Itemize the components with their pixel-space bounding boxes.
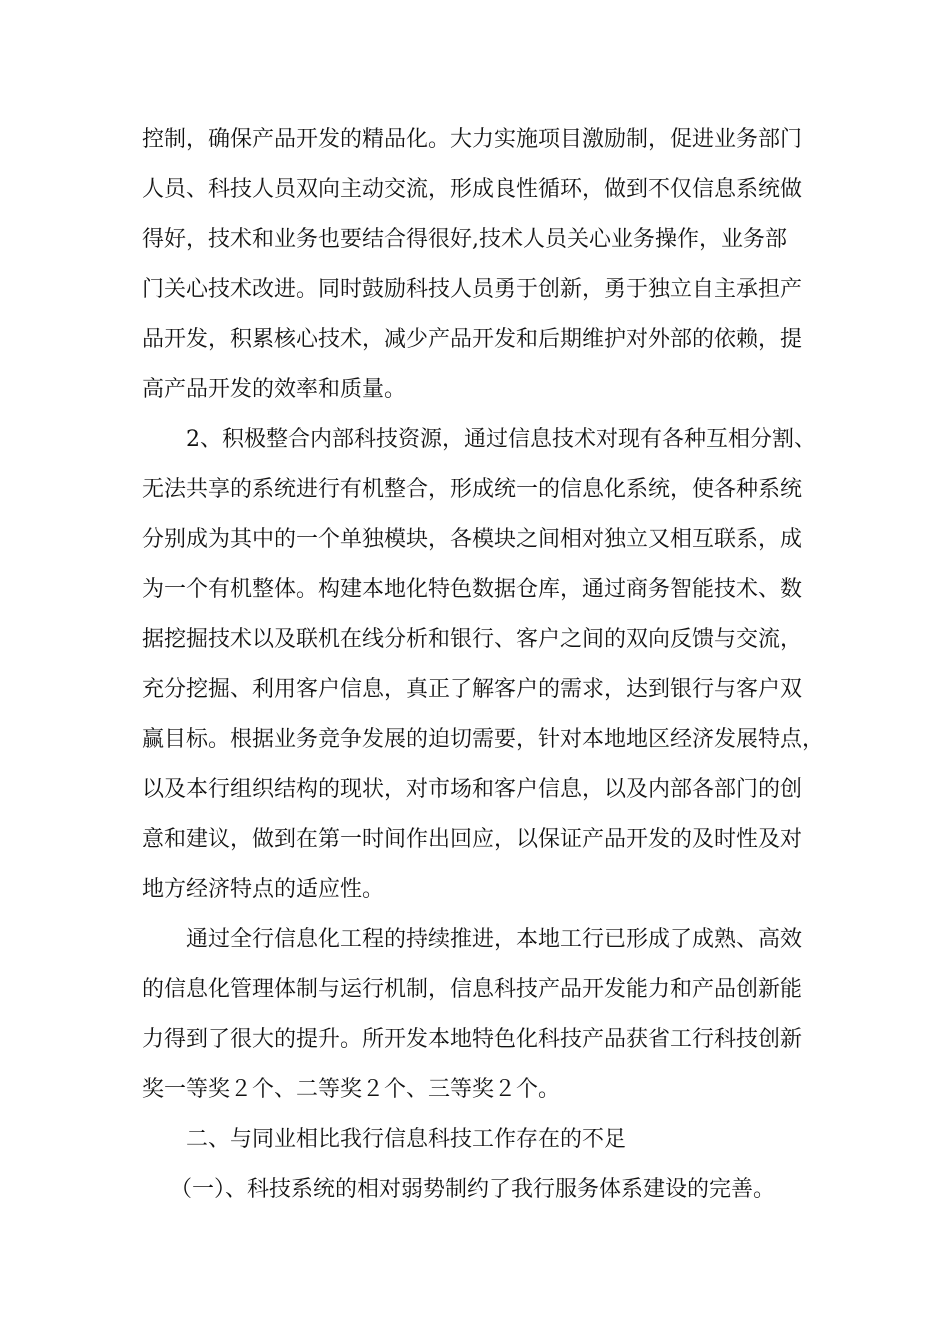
- text-line-13: 赢目标。根据业务竞争发展的迫切需要，针对本地地区经济发展特点，: [142, 727, 825, 752]
- text-line-19: 力得到了很大的提升。所开发本地特色化科技产品获省工行科技创新: [142, 1027, 803, 1052]
- subsection-heading: （一）、科技系统的相对弱势制约了我行服务体系建设的完善。: [170, 1177, 776, 1202]
- text-line-10: 为一个有机整体。构建本地化特色数据仓库，通过商务智能技术、数: [142, 577, 803, 602]
- section-heading: 二、与同业相比我行信息科技工作存在的不足: [186, 1127, 627, 1152]
- text-line-17: 通过全行信息化工程的持续推进，本地工行已形成了成熟、高效: [186, 927, 803, 952]
- text-line-6: 高产品开发的效率和质量。: [142, 377, 407, 402]
- text-line-7: 2、积极整合内部科技资源，通过信息技术对现有各种互相分割、: [186, 427, 816, 452]
- text-line-2: 人员、科技人员双向主动交流，形成良性循环，做到不仅信息系统做: [142, 177, 803, 202]
- text-line-15: 意和建议，做到在第一时间作出回应，以保证产品开发的及时性及对: [142, 827, 803, 852]
- text-line-4: 门关心技术改进。同时鼓励科技人员勇于创新，勇于独立自主承担产: [142, 277, 803, 302]
- text-line-1: 控制，确保产品开发的精品化。大力实施项目激励制，促进业务部门: [142, 127, 803, 152]
- text-line-11: 据挖掘技术以及联机在线分析和银行、客户之间的双向反馈与交流，: [142, 627, 803, 652]
- text-line-5: 品开发，积累核心技术，减少产品开发和后期维护对外部的依赖，提: [142, 327, 803, 352]
- text-line-16: 地方经济特点的适应性。: [142, 877, 385, 902]
- text-line-12: 充分挖掘、利用客户信息，真正了解客户的需求，达到银行与客户双: [142, 677, 803, 702]
- text-line-20: 奖一等奖２个、二等奖２个、三等奖２个。: [142, 1077, 561, 1102]
- text-line-3: 得好，技术和业务也要结合得很好,技术人员关心业务操作，业务部: [142, 227, 787, 252]
- text-line-8: 无法共享的系统进行有机整合，形成统一的信息化系统，使各种系统: [142, 477, 803, 502]
- text-line-9: 分别成为其中的一个单独模块，各模块之间相对独立又相互联系，成: [142, 527, 803, 552]
- text-line-18: 的信息化管理体制与运行机制，信息科技产品开发能力和产品创新能: [142, 977, 803, 1002]
- text-line-14: 以及本行组织结构的现状，对市场和客户信息，以及内部各部门的创: [142, 777, 803, 802]
